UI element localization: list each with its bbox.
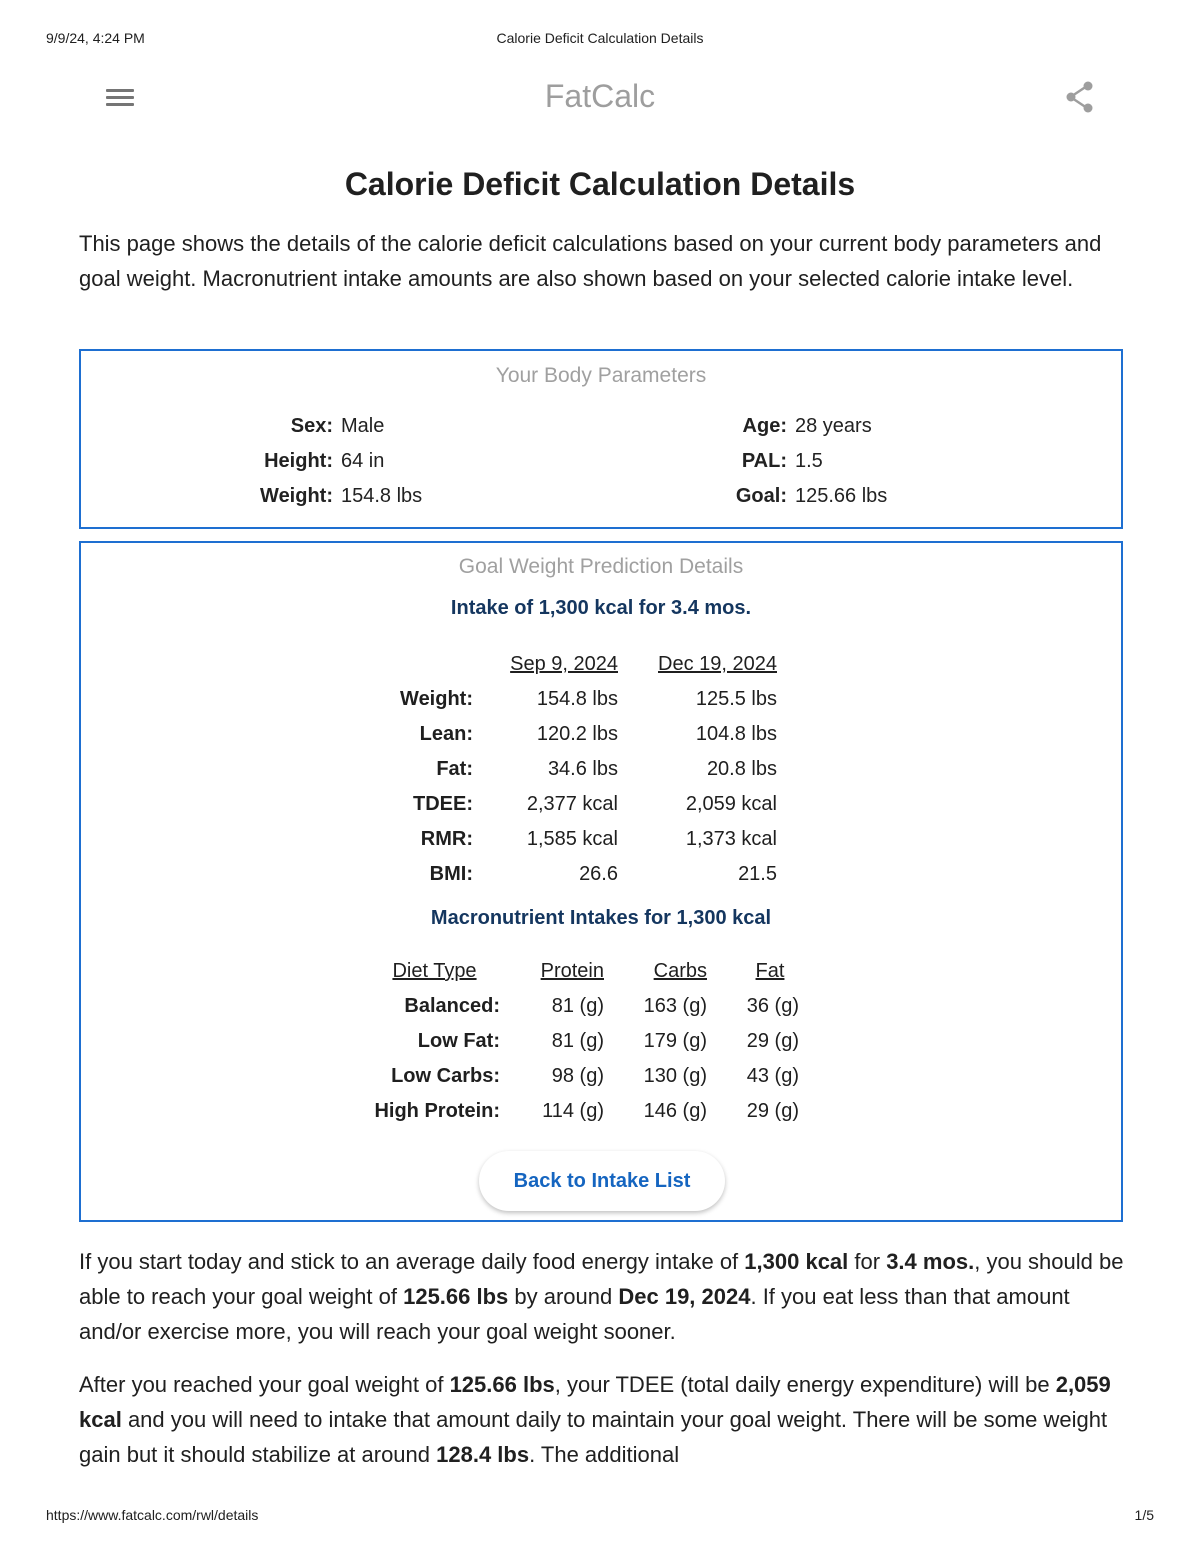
sex-value: Male bbox=[341, 415, 385, 437]
print-header bbox=[46, 30, 1154, 50]
pal-value: 1.5 bbox=[795, 450, 823, 472]
goal-value: 1,373 kcal bbox=[685, 828, 777, 850]
goal-value: 125.66 lbs bbox=[795, 485, 888, 507]
prediction-title: Goal Weight Prediction Details bbox=[458, 555, 744, 578]
carbs-value: 146 (g) bbox=[643, 1100, 707, 1122]
row-label: RMR: bbox=[420, 828, 473, 850]
carbs-value: 130 (g) bbox=[643, 1065, 707, 1087]
table-row bbox=[369, 1059, 799, 1094]
weight-value: 154.8 lbs bbox=[341, 485, 423, 507]
back-to-intake-list-button[interactable]: Back to Intake List bbox=[479, 1151, 725, 1211]
summary-paragraph-2: After you reached your goal weight of 125.66 lbs, your TDEE (total daily energy expenditure) will be 2,059 kcal and you will need to intake that amount daily to maintain your goal weight. There will be some weight gain but it should stabilize at around 128.4 lbs. The additional bbox=[79, 1372, 1111, 1467]
table-row bbox=[369, 1024, 799, 1059]
print-footer bbox=[46, 1507, 1154, 1527]
table-row bbox=[369, 989, 799, 1024]
prediction-subtitle: Intake of 1,300 kcal for 3.4 mos. bbox=[450, 597, 752, 619]
start-value: 2,377 kcal bbox=[526, 793, 618, 815]
height-label: Height: bbox=[264, 450, 333, 472]
age-value: 28 years bbox=[795, 415, 872, 437]
start-date-header: Sep 9, 2024 bbox=[510, 653, 618, 675]
diet-label: Low Carbs: bbox=[391, 1065, 500, 1087]
print-page-title: Calorie Deficit Calculation Details bbox=[496, 30, 704, 46]
goal-value: 125.5 lbs bbox=[695, 688, 777, 710]
row-label: Fat: bbox=[436, 758, 473, 780]
param-row-age bbox=[81, 415, 1121, 443]
macronutrient-title: Macronutrient Intakes for 1,300 kcal bbox=[430, 907, 772, 929]
sex-label: Sex: bbox=[290, 415, 333, 437]
goal-value: 20.8 lbs bbox=[706, 758, 777, 780]
table-row bbox=[381, 717, 777, 752]
diet-label: Balanced: bbox=[404, 995, 500, 1017]
summary-paragraph-1: If you start today and stick to an average daily food energy intake of 1,300 kcal for 3.4 mos., you should be able to reach your goal weight of 125.66 lbs by around Dec 19, 2024. If you eat less than that amount and/or exercise more, you will reach your goal weight sooner. bbox=[79, 1249, 1124, 1344]
protein-value: 81 (g) bbox=[551, 1030, 604, 1052]
intro-text: This page shows the details of the calorie deficit calculations based on your current body parameters and goal weight. Macronutrient intake amounts are also shown based on your selected calorie intake level. bbox=[79, 231, 1102, 291]
row-label: TDEE: bbox=[413, 793, 473, 815]
fat-value: 29 (g) bbox=[746, 1030, 799, 1052]
start-value: 1,585 kcal bbox=[526, 828, 618, 850]
body-parameters-title: Your Body Parameters bbox=[495, 364, 707, 387]
table-row bbox=[381, 682, 777, 717]
fat-value: 43 (g) bbox=[746, 1065, 799, 1087]
start-value: 34.6 lbs bbox=[547, 758, 618, 780]
protein-value: 81 (g) bbox=[551, 995, 604, 1017]
page-title: Calorie Deficit Calculation Details bbox=[344, 166, 856, 202]
goal-value: 104.8 lbs bbox=[695, 723, 777, 745]
table-row bbox=[381, 822, 777, 857]
table-row bbox=[381, 787, 777, 822]
pal-label: PAL: bbox=[741, 450, 787, 472]
goal-date-header: Dec 19, 2024 bbox=[658, 653, 777, 675]
table-row bbox=[369, 1094, 799, 1129]
diet-type-header: Diet Type bbox=[392, 960, 477, 982]
print-datetime: 9/9/24, 4:24 PM bbox=[46, 30, 145, 46]
start-value: 120.2 lbs bbox=[536, 723, 618, 745]
brand-logo-text[interactable]: FatCalc bbox=[544, 78, 656, 114]
print-url: https://www.fatcalc.com/rwl/details bbox=[46, 1507, 259, 1523]
param-row-pal bbox=[81, 450, 1121, 478]
goal-weight-prediction-card bbox=[79, 541, 1123, 1222]
row-label: Lean: bbox=[419, 723, 473, 745]
body-parameters-card bbox=[79, 349, 1123, 529]
row-label: BMI: bbox=[429, 863, 473, 885]
diet-label: High Protein: bbox=[374, 1100, 500, 1122]
protein-header: Protein bbox=[540, 960, 604, 982]
app-top-bar bbox=[0, 74, 1200, 120]
start-value: 26.6 bbox=[579, 863, 618, 885]
goal-value: 21.5 bbox=[738, 863, 777, 885]
print-page-number: 1/5 bbox=[1134, 1507, 1154, 1523]
goal-label: Goal: bbox=[735, 485, 787, 507]
prediction-table bbox=[381, 647, 777, 892]
row-label: Weight: bbox=[400, 688, 473, 710]
age-label: Age: bbox=[742, 415, 787, 437]
start-value: 154.8 lbs bbox=[536, 688, 618, 710]
goal-value: 2,059 kcal bbox=[685, 793, 777, 815]
share-icon[interactable] bbox=[1064, 80, 1096, 114]
height-value: 64 in bbox=[341, 450, 385, 472]
table-row bbox=[381, 857, 777, 892]
fat-header: Fat bbox=[755, 960, 785, 982]
carbs-header: Carbs bbox=[653, 960, 707, 982]
weight-label: Weight: bbox=[260, 485, 333, 507]
carbs-value: 179 (g) bbox=[643, 1030, 707, 1052]
table-row bbox=[381, 752, 777, 787]
protein-value: 114 (g) bbox=[542, 1100, 604, 1122]
param-row-goal bbox=[81, 485, 1121, 513]
macronutrient-table bbox=[369, 954, 799, 1129]
protein-value: 98 (g) bbox=[551, 1065, 604, 1087]
carbs-value: 163 (g) bbox=[643, 995, 707, 1017]
fat-value: 36 (g) bbox=[746, 995, 799, 1017]
diet-label: Low Fat: bbox=[417, 1030, 500, 1052]
fat-value: 29 (g) bbox=[746, 1100, 799, 1122]
